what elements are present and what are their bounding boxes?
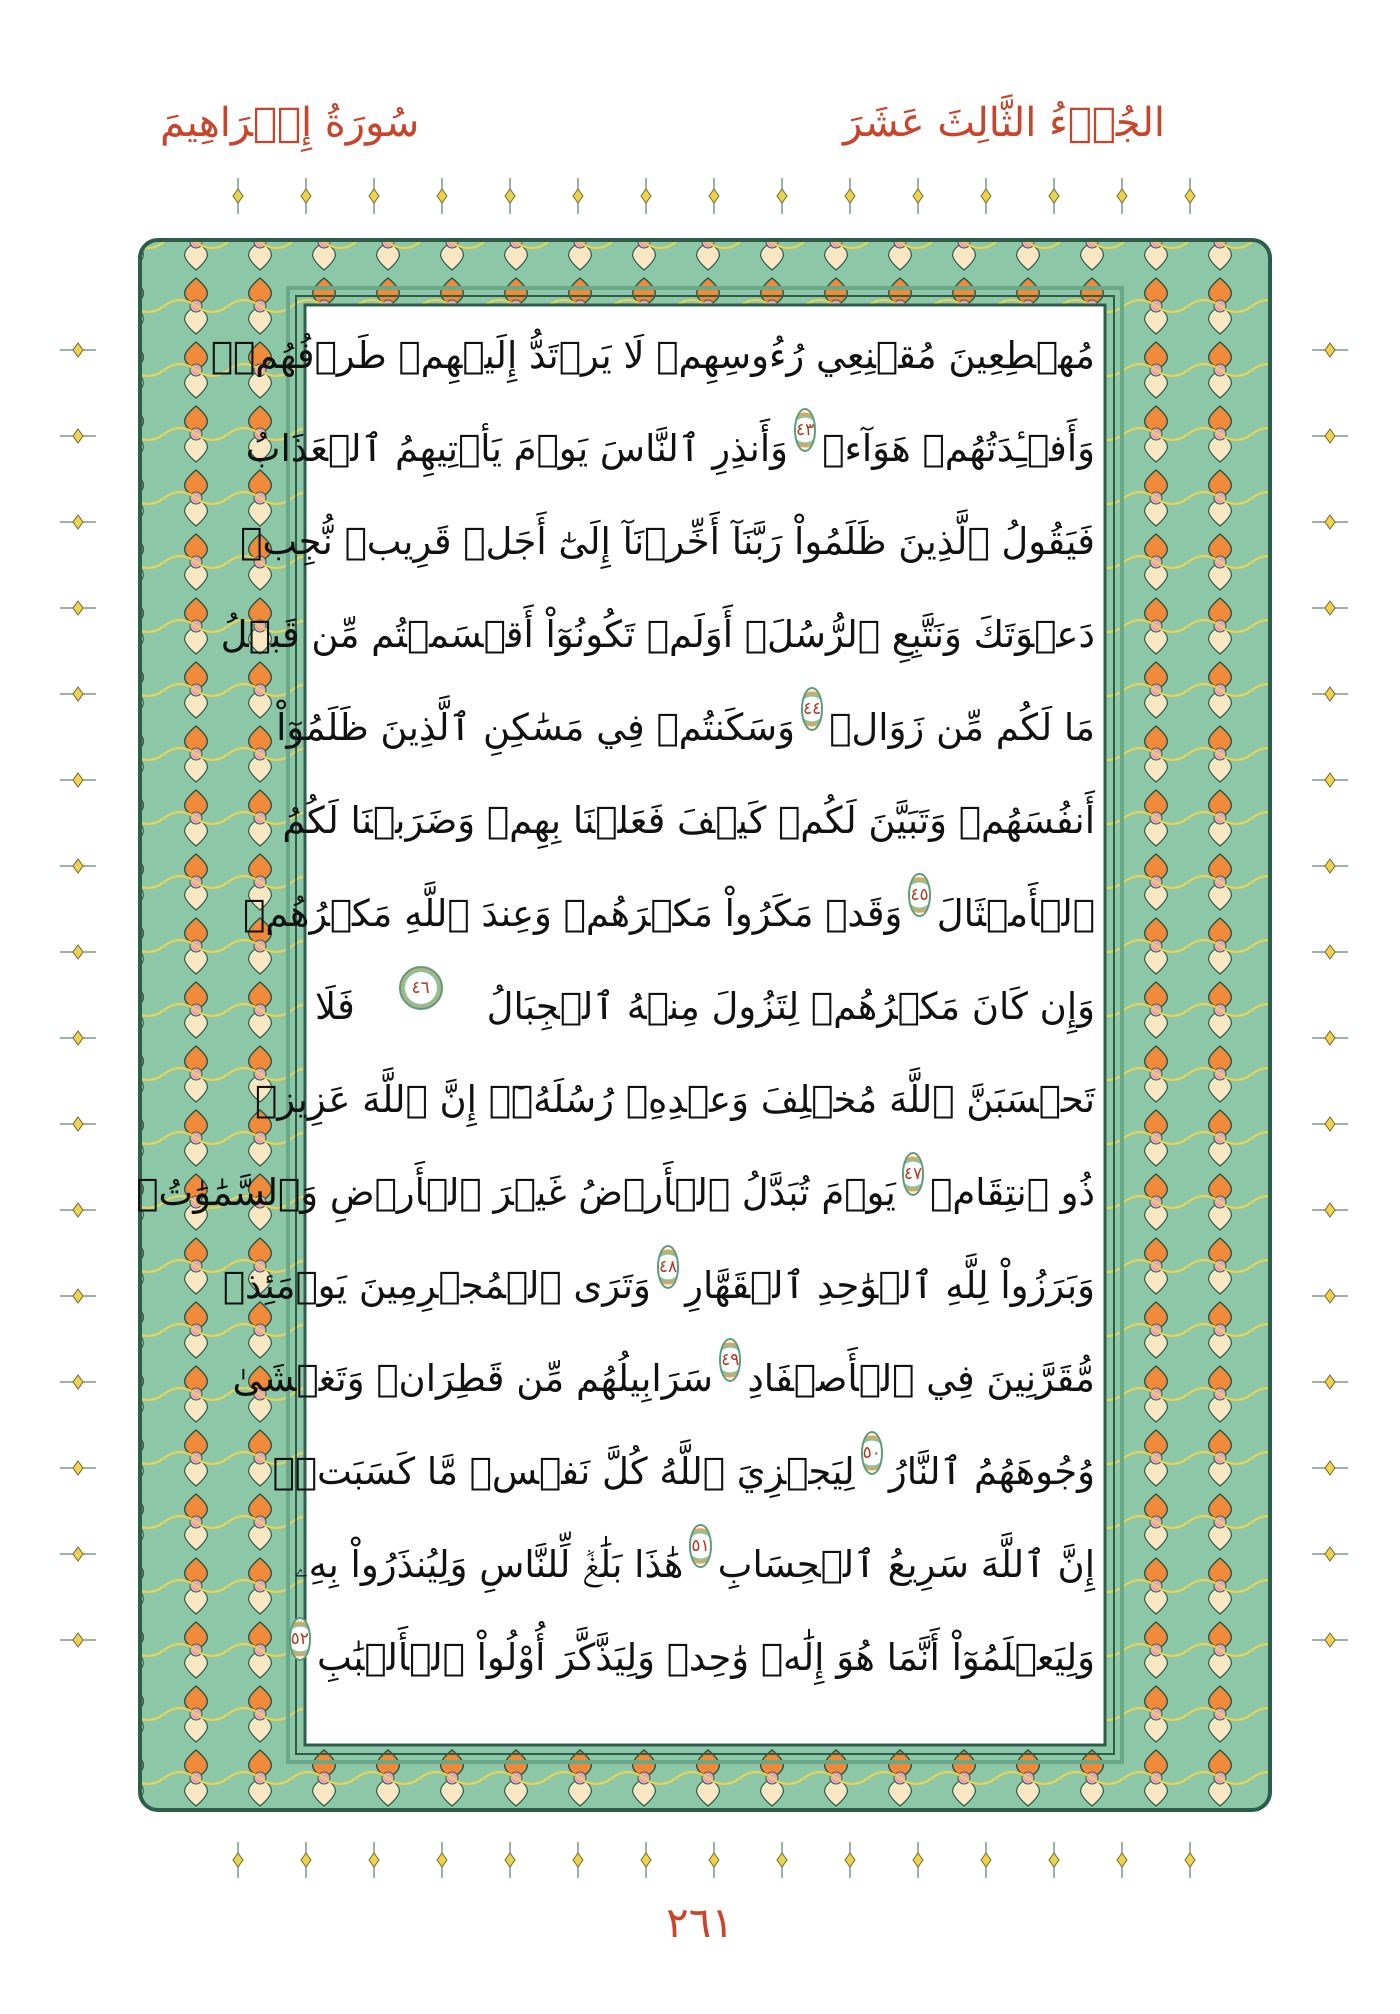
verse-text: يَوۡمَ تُبَدَّلُ ٱلۡأَرۡضُ غَيۡرَ ٱلۡأَرۡضِ وَٱلسَّمَٰوَٰتُۖ bbox=[136, 1171, 896, 1214]
border-marker bbox=[1185, 178, 1195, 214]
verse-text: هَٰذَا بَلَٰغٞ لِّلنَّاسِ وَلِيُنذَرُواْ بِهِۦ bbox=[294, 1543, 684, 1586]
juz-title: الجُزۡءُ الثَّالِثَ عَشَرَ bbox=[842, 100, 1165, 146]
border-marker bbox=[60, 1547, 96, 1561]
verse-text: مُهۡطِعِينَ مُقۡنِعِي رُءُوسِهِمۡ لَا يَرۡتَدُّ إِلَيۡهِمۡ طَرۡفُهُمۡۖ bbox=[210, 334, 1095, 377]
surah-title: سُورَةُ إِبۡرَاهِيمَ bbox=[160, 100, 420, 146]
text-line bbox=[282, 780, 1095, 862]
ayah-number-marker: ٤٦ bbox=[399, 966, 443, 1010]
border-marker bbox=[641, 178, 651, 214]
border-marker bbox=[777, 1842, 787, 1878]
border-marker bbox=[709, 178, 719, 214]
verse-text: وُجُوهَهُمُ ٱلنَّارُ bbox=[888, 1450, 1095, 1493]
border-marker bbox=[1312, 687, 1348, 701]
border-marker bbox=[913, 1842, 923, 1878]
border-marker bbox=[505, 178, 515, 214]
text-line bbox=[243, 873, 1095, 955]
ayah-number-marker: ٥١ bbox=[689, 1524, 711, 1568]
border-marker bbox=[1312, 601, 1348, 615]
border-marker bbox=[60, 1117, 96, 1131]
text-line bbox=[294, 1524, 1095, 1606]
border-marker bbox=[573, 178, 583, 214]
border-marker bbox=[505, 1842, 515, 1878]
verse-text: فَيَقُولُ ٱلَّذِينَ ظَلَمُواْ رَبَّنَآ أَخِّرۡنَآ إِلَىٰٓ أَجَلٖ قَرِيبٖ نُّجِبۡ bbox=[240, 520, 1095, 563]
verse-text: ذُو ٱنتِقَامٖ bbox=[930, 1171, 1095, 1214]
text-line bbox=[272, 1431, 1095, 1513]
border-marker bbox=[60, 859, 96, 873]
text-line bbox=[245, 408, 1095, 490]
quran-text-block bbox=[136, 315, 1095, 1775]
text-line bbox=[315, 966, 1095, 1048]
border-marker bbox=[60, 945, 96, 959]
border-marker bbox=[60, 1289, 96, 1303]
border-marker bbox=[1312, 1633, 1348, 1647]
ayah-number-marker: ٤٤ bbox=[801, 687, 823, 731]
border-marker bbox=[573, 1842, 583, 1878]
verse-text: سَرَابِيلُهُم مِّن قَطِرَانٖ وَتَغۡشَىٰ bbox=[232, 1357, 714, 1400]
text-line bbox=[222, 1245, 1095, 1327]
ayah-number-marker: ٤٧ bbox=[902, 1152, 924, 1196]
verse-text: مُّقَرَّنِينَ فِي ٱلۡأَصۡفَادِ bbox=[747, 1357, 1095, 1400]
ayah-number-marker: ٥٠ bbox=[861, 1431, 883, 1475]
border-marker bbox=[1312, 1203, 1348, 1217]
border-marker bbox=[913, 178, 923, 214]
border-marker bbox=[60, 1203, 96, 1217]
border-marker bbox=[60, 429, 96, 443]
border-marker bbox=[1312, 429, 1348, 443]
border-marker bbox=[1312, 1547, 1348, 1561]
border-marker bbox=[60, 343, 96, 357]
border-marker bbox=[1312, 1289, 1348, 1303]
ayah-number-marker: ٤٩ bbox=[719, 1338, 741, 1382]
verse-text: فَلَا bbox=[315, 985, 355, 1028]
verse-text: وَأَنذِرِ ٱلنَّاسَ يَوۡمَ يَأۡتِيهِمُ ٱلۡعَذَابُ bbox=[245, 427, 788, 470]
border-marker bbox=[60, 773, 96, 787]
border-marker bbox=[437, 178, 447, 214]
border-marker bbox=[1312, 1375, 1348, 1389]
border-marker bbox=[1312, 1117, 1348, 1131]
verse-text: وَأَفۡـِٔدَتُهُمۡ هَوَآءٞ bbox=[822, 427, 1095, 470]
border-marker bbox=[845, 178, 855, 214]
border-marker bbox=[641, 1842, 651, 1878]
text-line bbox=[240, 501, 1095, 583]
verse-text: أَنفُسَهُمۡ وَتَبَيَّنَ لَكُمۡ كَيۡفَ فَعَلۡنَا بِهِمۡ وَضَرَبۡنَا لَكُمُ bbox=[282, 799, 1095, 842]
border-marker bbox=[301, 1842, 311, 1878]
verse-text: وَإِن كَانَ مَكۡرُهُمۡ لِتَزُولَ مِنۡهُ ٱلۡجِبَالُ bbox=[486, 985, 1095, 1028]
border-marker bbox=[981, 178, 991, 214]
border-marker bbox=[369, 178, 379, 214]
border-marker bbox=[233, 178, 243, 214]
border-marker bbox=[1312, 945, 1348, 959]
border-marker bbox=[1312, 1461, 1348, 1475]
text-line bbox=[290, 1617, 1095, 1699]
verse-text: دَعۡوَتَكَ وَنَتَّبِعِ ٱلرُّسُلَۗ أَوَلَمۡ تَكُونُوٓاْ أَقۡسَمۡتُم مِّن قَبۡلُ bbox=[220, 613, 1095, 656]
border-marker bbox=[437, 1842, 447, 1878]
text-line bbox=[136, 1152, 1095, 1234]
ayah-number-marker: ٤٥ bbox=[908, 873, 930, 917]
text-line bbox=[232, 1338, 1095, 1420]
border-marker bbox=[1312, 773, 1348, 787]
border-marker bbox=[777, 178, 787, 214]
border-marker bbox=[60, 687, 96, 701]
border-marker bbox=[1312, 859, 1348, 873]
verse-text: ٱلۡأَمۡثَالَ bbox=[936, 892, 1095, 935]
border-marker bbox=[1312, 515, 1348, 529]
border-marker bbox=[1117, 178, 1127, 214]
border-marker bbox=[60, 1375, 96, 1389]
border-marker bbox=[1312, 1031, 1348, 1045]
border-marker bbox=[301, 178, 311, 214]
ayah-number-marker: ٤٣ bbox=[794, 408, 816, 452]
text-line bbox=[254, 1059, 1095, 1141]
border-marker bbox=[709, 1842, 719, 1878]
border-marker bbox=[369, 1842, 379, 1878]
verse-text: وَقَدۡ مَكَرُواْ مَكۡرَهُمۡ وَعِندَ ٱللَّهِ مَكۡرُهُمۡ bbox=[243, 892, 903, 935]
verse-text: وَسَكَنتُمۡ فِي مَسَٰكِنِ ٱلَّذِينَ ظَلَمُوٓاْ bbox=[276, 706, 795, 749]
border-marker bbox=[60, 601, 96, 615]
border-marker bbox=[1312, 343, 1348, 357]
verse-text: وَبَرَزُواْ لِلَّهِ ٱلۡوَٰحِدِ ٱلۡقَهَّارِ bbox=[685, 1264, 1095, 1307]
text-line bbox=[220, 594, 1095, 676]
verse-text: وَتَرَى ٱلۡمُجۡرِمِينَ يَوۡمَئِذٖ bbox=[222, 1264, 651, 1307]
ayah-number-marker: ٥٢ bbox=[289, 1617, 311, 1661]
border-marker bbox=[1117, 1842, 1127, 1878]
text-line bbox=[210, 315, 1095, 397]
border-marker bbox=[233, 1842, 243, 1878]
verse-text: وَلِيَعۡلَمُوٓاْ أَنَّمَا هُوَ إِلَٰهٞ وَٰحِدٞ وَلِيَذَّكَّرَ أُوْلُواْ ٱلۡأَلۡبَٰبِ bbox=[316, 1636, 1095, 1679]
border-marker bbox=[1049, 1842, 1059, 1878]
border-marker bbox=[845, 1842, 855, 1878]
verse-text: مَا لَكُم مِّن زَوَالٖ bbox=[829, 706, 1095, 749]
border-marker bbox=[60, 1461, 96, 1475]
verse-text: لِيَجۡزِيَ ٱللَّهُ كُلَّ نَفۡسٖ مَّا كَسَبَتۡۚ bbox=[272, 1450, 855, 1493]
border-marker bbox=[1185, 1842, 1195, 1878]
page-number: ٢٦١ bbox=[666, 1898, 734, 1947]
verse-text: إِنَّ ٱللَّهَ سَرِيعُ ٱلۡحِسَابِ bbox=[717, 1543, 1095, 1586]
border-marker bbox=[60, 1633, 96, 1647]
ayah-number-marker: ٤٨ bbox=[657, 1245, 679, 1289]
border-marker bbox=[1049, 178, 1059, 214]
border-marker bbox=[60, 1031, 96, 1045]
border-marker bbox=[981, 1842, 991, 1878]
text-line bbox=[276, 687, 1095, 769]
border-marker bbox=[60, 515, 96, 529]
verse-text: تَحۡسَبَنَّ ٱللَّهَ مُخۡلِفَ وَعۡدِهِۦ رُسُلَهُۥٓۚ إِنَّ ٱللَّهَ عَزِيزٞ bbox=[254, 1078, 1095, 1121]
